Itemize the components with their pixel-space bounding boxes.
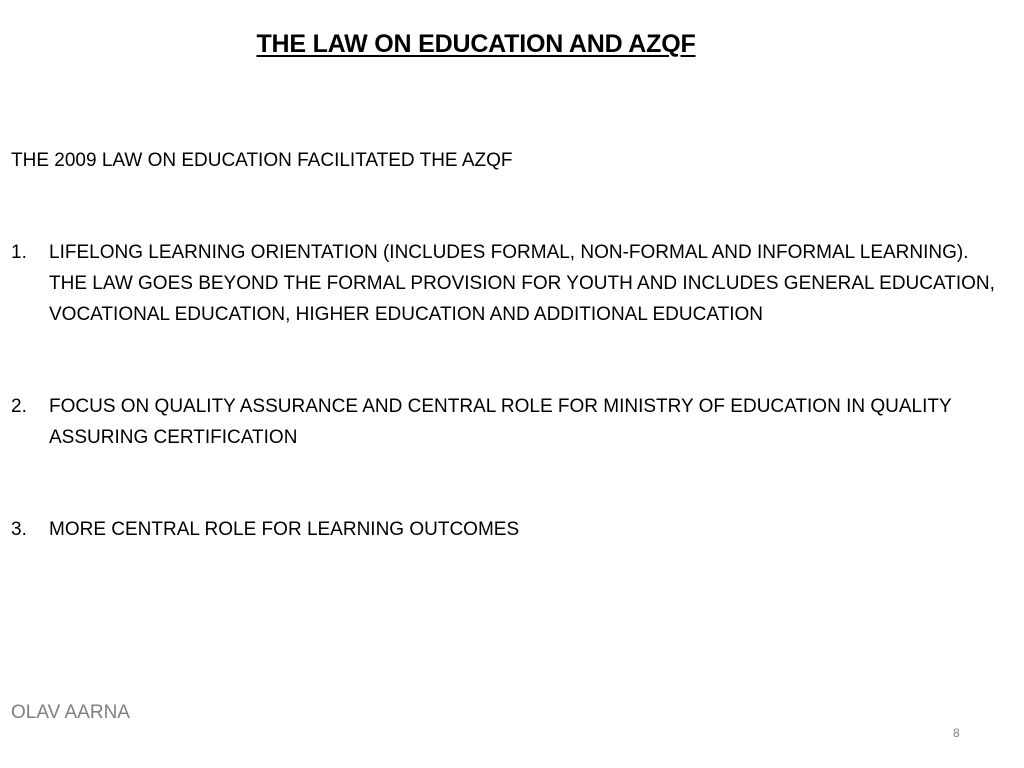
page-number: 8: [953, 726, 960, 740]
list-item: [11, 514, 1011, 545]
slide-title: THE LAW ON EDUCATION AND AZQF: [256, 30, 696, 58]
list-item: [11, 391, 1011, 453]
list-item-text: LIFELONG LEARNING ORIENTATION (INCLUDES FORMAL, NON-FORMAL AND INFORMAL LEARNING). THE LAW GOES BEYOND THE FORMAL PROVISION FOR YOUTH AND INCLUDES GENERAL EDUCATION, VOCATIONAL EDUCATION, HIGHER EDUCATION AND ADDITIONAL EDUCATION: [49, 242, 995, 325]
author-footer: OLAV AARNA: [11, 702, 130, 723]
list-item: [11, 237, 1011, 330]
list-item-number: 3.: [11, 519, 27, 540]
list-item-text: FOCUS ON QUALITY ASSURANCE AND CENTRAL ROLE FOR MINISTRY OF EDUCATION IN QUALITY ASSURING CERTIFICATION: [49, 396, 952, 448]
intro-text: THE 2009 LAW ON EDUCATION FACILITATED THE AZQF: [11, 150, 513, 171]
list-item-number: 2.: [11, 396, 27, 417]
list-item-text: MORE CENTRAL ROLE FOR LEARNING OUTCOMES: [49, 519, 520, 540]
list-item-number: 1.: [11, 242, 27, 263]
